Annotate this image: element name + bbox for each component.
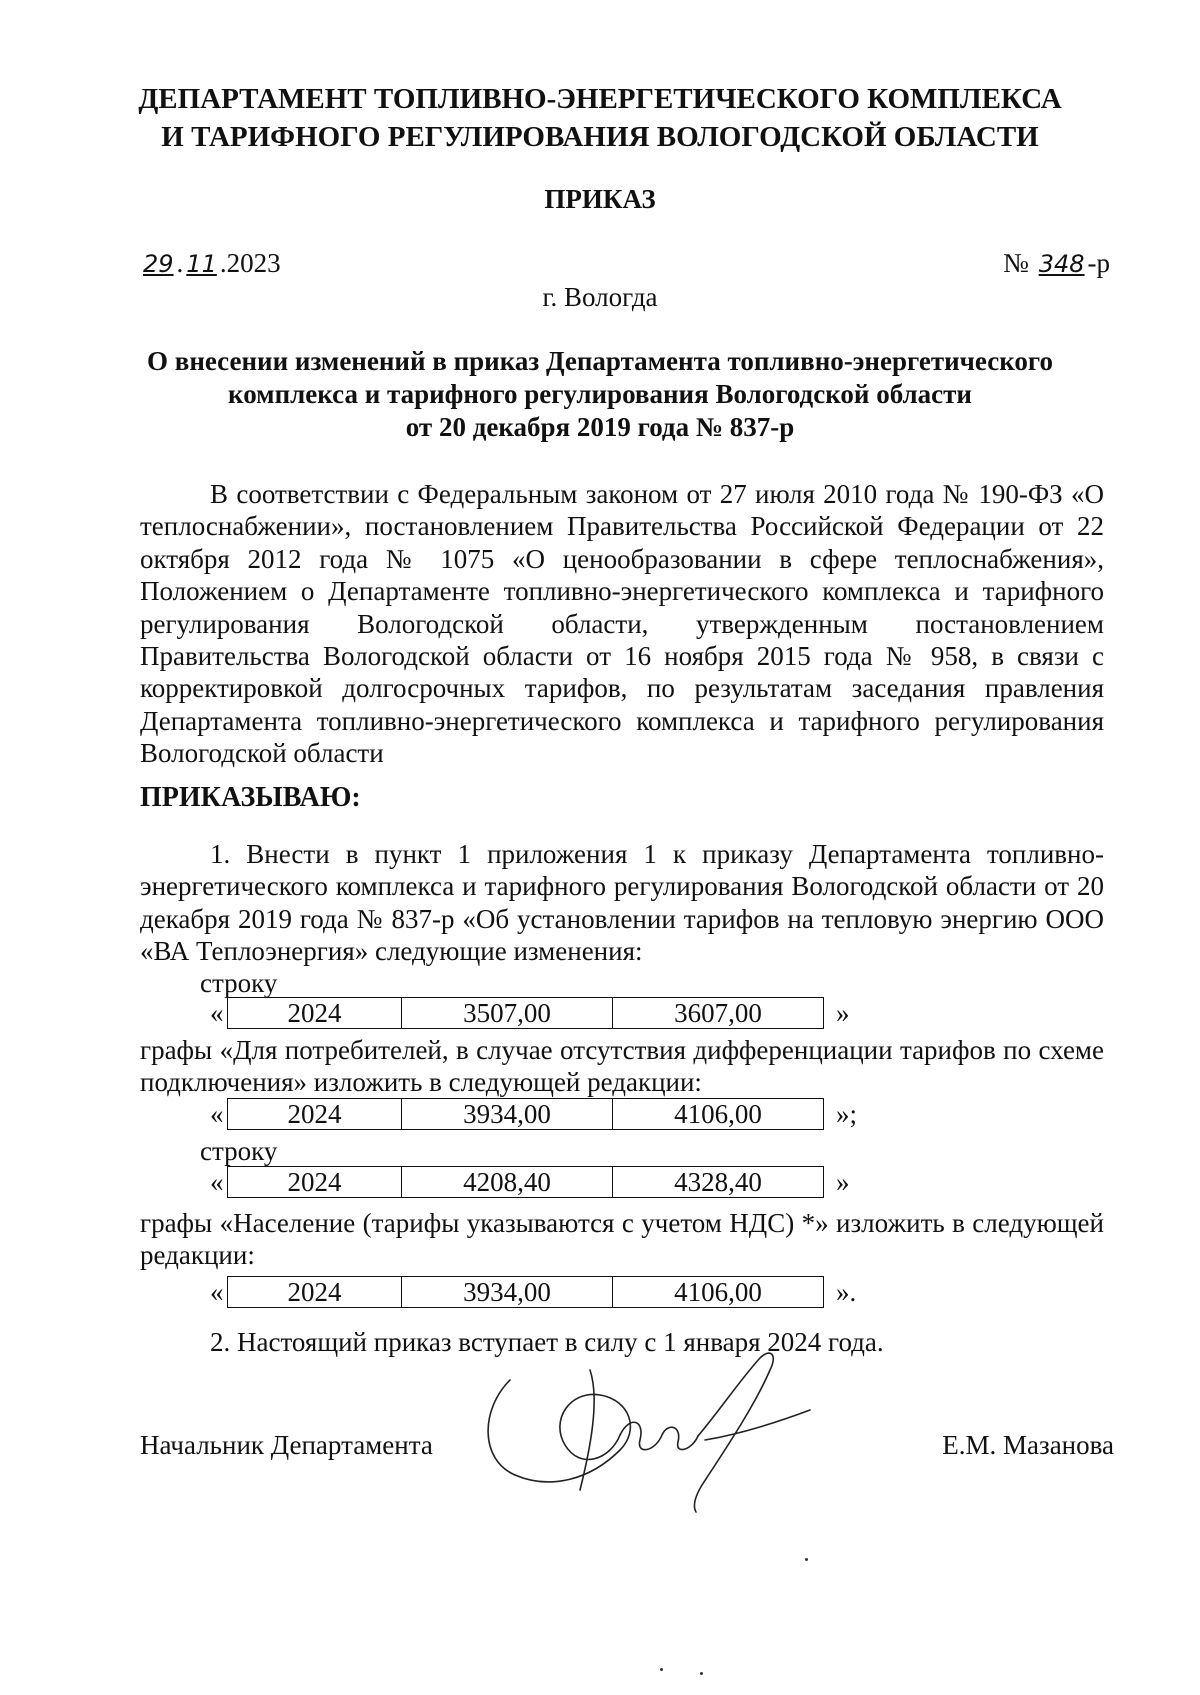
row-value-2: 4106,00 bbox=[674, 1099, 762, 1129]
row-value-2: 4328,40 bbox=[674, 1167, 762, 1197]
grafy-1-paragraph: графы «Для потребителей, в случае отсутствия дифференциации тарифов по схеме подключения» изложить в следующей редакции: bbox=[140, 1035, 1104, 1098]
tariff-row-3 bbox=[210, 1166, 850, 1198]
close-quote: » bbox=[836, 1166, 850, 1197]
open-quote: « bbox=[210, 1276, 224, 1307]
subject-line-3: от 20 декабря 2019 года № 837-р bbox=[405, 412, 795, 442]
order-word: ПРИКАЗЫВАЮ: bbox=[140, 782, 361, 813]
row-value-1: 4208,40 bbox=[402, 1167, 613, 1197]
number-prefix: № bbox=[1003, 248, 1029, 278]
date-month: 11 bbox=[186, 250, 217, 278]
row-value-2: 4106,00 bbox=[674, 1277, 762, 1307]
tariff-table-3 bbox=[227, 1166, 824, 1198]
tariff-table-1 bbox=[227, 997, 824, 1029]
date-day: 29 bbox=[143, 250, 174, 278]
open-quote: « bbox=[210, 1098, 224, 1129]
row-year: 2024 bbox=[228, 1277, 402, 1307]
document-subject bbox=[0, 345, 1200, 444]
open-quote: « bbox=[210, 997, 224, 1028]
label-stroku-1: строку bbox=[200, 968, 278, 998]
open-quote: « bbox=[210, 1166, 224, 1197]
row-value-1: 3934,00 bbox=[402, 1277, 613, 1307]
close-quote: »; bbox=[836, 1098, 858, 1129]
row-value-2: 3607,00 bbox=[674, 998, 762, 1028]
tariff-table-4 bbox=[227, 1276, 824, 1308]
signer-role: Начальник Департамента bbox=[140, 1430, 433, 1460]
label-stroku-2: строку bbox=[200, 1136, 278, 1166]
scan-speck bbox=[805, 1558, 808, 1561]
scan-speck bbox=[700, 1672, 703, 1675]
row-value-1: 3934,00 bbox=[402, 1099, 613, 1129]
number-value: 348 bbox=[1038, 250, 1085, 278]
tariff-table-2 bbox=[227, 1098, 824, 1130]
subject-line-2: комплекса и тарифного регулирования Вологодской области bbox=[228, 379, 972, 409]
signer-name: Е.М. Мазанова bbox=[942, 1430, 1114, 1460]
tariff-row-4 bbox=[210, 1276, 856, 1308]
document-date: 29 . 11 .2023 bbox=[140, 248, 281, 279]
tariff-row-2 bbox=[210, 1098, 857, 1130]
scan-speck bbox=[660, 1668, 663, 1671]
document-type: ПРИКАЗ bbox=[544, 184, 656, 214]
organization-name bbox=[0, 80, 1200, 156]
date-year: .2023 bbox=[219, 248, 281, 278]
row-value-1: 3507,00 bbox=[402, 998, 613, 1028]
item-1-paragraph: 1. Внести в пункт 1 приложения 1 к приказу Департамента топливно-энергетического комплекса и тарифного регулирования Вологодской области от 20 декабря 2019 года № 837-р «Об установлении тарифов на тепловую энергию ООО «ВА Теплоэнергия» следующие изменения: bbox=[140, 839, 1104, 967]
org-line-1: ДЕПАРТАМЕНТ ТОПЛИВНО-ЭНЕРГЕТИЧЕСКОГО КОМПЛЕКСА bbox=[138, 83, 1062, 115]
row-year: 2024 bbox=[228, 1099, 402, 1129]
row-year: 2024 bbox=[228, 998, 402, 1028]
subject-line-1: О внесении изменений в приказ Департамента топливно-энергетического bbox=[146, 346, 1053, 376]
item-2-paragraph: 2. Настоящий приказ вступает в силу с 1 января 2024 года. bbox=[210, 1327, 884, 1357]
tariff-row-1 bbox=[210, 997, 850, 1029]
row-year: 2024 bbox=[228, 1167, 402, 1197]
preamble-paragraph: В соответствии с Федеральным законом от 27 июля 2010 года № 190-ФЗ «О теплоснабжении», постановлением Правительства Российской Федерации от 22 октября 2012 года № 1075 «О ценообразовании в сфере теплоснабжения», Положением о Департаменте топливно-энергетического комплекса и тарифного регулирования Вологодской области, утвержденным постановлением Правительства Вологодской области от 16 ноября 2015 года № 958, в связи с корректировкой долгосрочных тарифов, по результатам заседания правления Департамента топливно-энергетического комплекса и тарифного регулирования Вологодской области bbox=[140, 479, 1104, 769]
close-quote: ». bbox=[836, 1276, 857, 1307]
close-quote: » bbox=[836, 997, 850, 1028]
handwritten-signature bbox=[470, 1340, 870, 1520]
grafy-2-paragraph: графы «Население (тарифы указываются с учетом НДС) *» изложить в следующей редакции: bbox=[140, 1208, 1104, 1271]
document-number bbox=[1003, 248, 1110, 279]
org-line-2: И ТАРИФНОГО РЕГУЛИРОВАНИЯ ВОЛОГОДСКОЙ ОБЛАСТИ bbox=[161, 121, 1039, 153]
number-suffix: -р bbox=[1087, 248, 1110, 278]
city: г. Вологда bbox=[542, 282, 658, 312]
